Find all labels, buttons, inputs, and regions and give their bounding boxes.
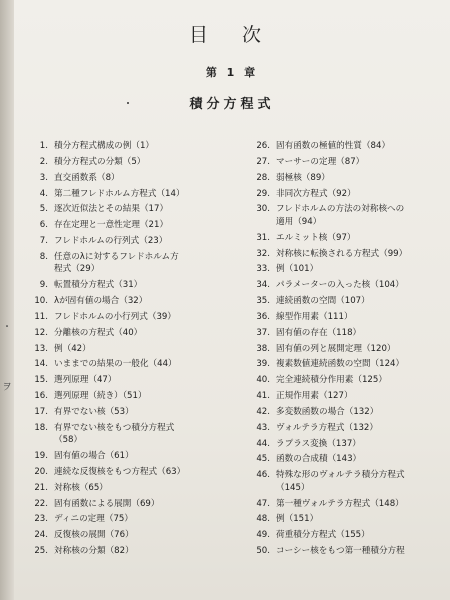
toc-entry-number: 19.: [34, 451, 48, 462]
toc-entry-number: 30.: [256, 204, 270, 215]
toc-entry: [242, 358, 448, 370]
toc-entry-title: [276, 232, 448, 244]
toc-entry-number: 16.: [34, 391, 48, 402]
toc-entry-number: 33.: [256, 264, 270, 275]
toc-entry-number: 28.: [256, 172, 270, 183]
toc-entry-text: 固有函数の極値的性質（84）: [276, 141, 391, 151]
toc-entry-continuation: 程式（29）: [54, 264, 100, 275]
toc-entry-title: [276, 406, 448, 418]
toc-entry: [20, 482, 240, 494]
toc-entry: [20, 529, 240, 541]
toc-entry-number: 34.: [256, 280, 270, 291]
toc-entry-number: 26.: [256, 141, 270, 151]
toc-entry-title: [54, 545, 240, 557]
toc-entry-text: 複素数値連続函数の空間（124）: [276, 359, 405, 370]
toc-entry-number: 15.: [34, 375, 48, 386]
toc-entry-number: 24.: [34, 530, 48, 541]
toc-entry-title: [54, 219, 240, 231]
toc-entry-number: 10.: [34, 296, 48, 307]
toc-entry: [20, 235, 240, 247]
toc-entry-title: [54, 172, 240, 184]
chapter-number: 第 1 章: [205, 66, 259, 79]
toc-entry-continuation: （145）: [276, 482, 310, 493]
toc-entry-title: [54, 251, 240, 276]
toc-entry-text: 例（101）: [276, 264, 319, 275]
toc-entry-text: λが固有値の場合（32）: [54, 296, 148, 307]
toc-entry-text: 任意のλに対するフレドホルム方: [54, 251, 179, 262]
book-page: [14, 0, 450, 600]
toc-entry: [242, 469, 448, 494]
toc-entry: [242, 374, 448, 386]
toc-entry-title: [54, 358, 240, 370]
toc-entry-title: [54, 343, 240, 355]
toc-entry-text: 固有値の存在（118）: [276, 327, 362, 338]
toc-entry-text: 線型作用素（111）: [276, 311, 353, 322]
toc-entry-number: 39.: [256, 359, 270, 370]
toc-entry-title: [54, 203, 240, 215]
toc-entry-title: [54, 279, 240, 291]
toc-left-column: [20, 140, 240, 561]
toc-entry-title: [276, 172, 448, 184]
toc-entry-number: 27.: [256, 156, 270, 167]
toc-entry-number: 13.: [34, 343, 48, 354]
toc-entry-title: [54, 374, 240, 386]
toc-entry: [20, 374, 240, 386]
page-title: 目 次: [188, 24, 276, 46]
margin-mark: ヲ: [2, 382, 12, 393]
toc-entry-title: [276, 498, 448, 510]
toc-entry: [20, 358, 240, 370]
toc-entry-number: 41.: [256, 391, 270, 402]
toc-entry-text: 分離核の方程式（40）: [54, 327, 143, 338]
toc-entry-number: 11.: [34, 311, 48, 322]
toc-entry-number: 37.: [256, 327, 270, 338]
toc-entry: [20, 279, 240, 291]
toc-entry: [242, 203, 448, 228]
toc-entry-number: 38.: [256, 343, 270, 354]
toc-entry-text: パラメーターの入った核（104）: [276, 280, 404, 291]
toc-entry-number: 32.: [256, 248, 270, 259]
toc-entry: [242, 156, 448, 168]
toc-entry-title: [276, 156, 448, 168]
toc-entry-title: [276, 545, 448, 557]
toc-entry-number: 4.: [39, 188, 48, 199]
toc-entry-title: [276, 513, 448, 525]
toc-entry-number: 45.: [256, 454, 270, 465]
toc-entry-title: [276, 469, 448, 494]
toc-entry-text: 荷重積分方程式（155）: [276, 530, 370, 541]
toc-entry-text: 正規作用素（127）: [276, 391, 353, 402]
toc-entry-text: 直交函数系（8）: [54, 172, 120, 183]
toc-entry-number: 22.: [34, 498, 48, 509]
toc-entry-text: 有界でない核（53）: [54, 406, 134, 417]
toc-entry-title: [276, 529, 448, 541]
toc-entry-title: [54, 140, 240, 152]
toc-entry-text: フレドホルムの小行列式（39）: [54, 311, 176, 322]
toc-entry-text: コーシー核をもつ第一種積分方程: [276, 546, 405, 557]
toc-entry-text: 例（42）: [54, 343, 91, 354]
toc-entry-text: マーサーの定理（87）: [276, 156, 365, 167]
toc-entry: [242, 140, 448, 152]
toc-entry: [242, 263, 448, 275]
toc-entry: [20, 140, 240, 152]
toc-entry-title: [276, 311, 448, 323]
toc-entry-title: [54, 498, 240, 510]
toc-entry-number: 48.: [256, 514, 270, 525]
toc-entry: [20, 450, 240, 462]
toc-entry-title: [54, 156, 240, 168]
toc-entry-text: ヴォルテラ方程式（132）: [276, 422, 378, 433]
toc-entry-text: 例（151）: [276, 514, 319, 525]
toc-entry-text: いままでの結果の一般化（44）: [54, 359, 177, 370]
toc-entry-text: 固有値の列と展開定理（120）: [276, 343, 396, 354]
toc-entry: [242, 453, 448, 465]
toc-entry: [242, 422, 448, 434]
toc-entry-number: 12.: [34, 327, 48, 338]
toc-entry-title: [54, 235, 240, 247]
toc-entry-number: 29.: [256, 188, 270, 199]
toc-entry: [20, 188, 240, 200]
toc-entry-number: 8.: [39, 251, 48, 262]
toc-entry-title: [276, 343, 448, 355]
toc-entry-text: 対称核に転換される方程式（99）: [276, 248, 408, 259]
toc-entry: [20, 327, 240, 339]
toc-entry-text: 弱極核（89）: [276, 172, 330, 183]
toc-entry-text: 第一種ヴォルテラ方程式（148）: [276, 498, 404, 509]
toc-entry-number: 50.: [256, 546, 270, 557]
toc-entry-number: 40.: [256, 375, 270, 386]
toc-entry-text: 連続な反復核をもつ方程式（63）: [54, 466, 186, 477]
toc-entry-text: 選列原理（47）: [54, 375, 117, 386]
toc-entry-text: 連続函数の空間（107）: [276, 296, 370, 307]
book-spine-shadow: [0, 0, 14, 600]
toc-entry: [242, 311, 448, 323]
toc-entry: [242, 248, 448, 260]
toc-entry-number: 1.: [39, 141, 48, 151]
toc-entry-title: [54, 327, 240, 339]
toc-entry-text: 第二種フレドホルム方程式（14）: [54, 188, 185, 199]
toc-entry: [20, 498, 240, 510]
toc-entry-number: 7.: [39, 236, 48, 247]
toc-entry: [242, 498, 448, 510]
toc-entry-title: [54, 422, 240, 447]
toc-entry-title: [276, 358, 448, 370]
toc-entry-title: [276, 279, 448, 291]
toc-entry: [20, 156, 240, 168]
toc-entry-title: [276, 390, 448, 402]
toc-entry: [242, 279, 448, 291]
toc-entry-text: 転置積分方程式（31）: [54, 280, 143, 291]
toc-entry: [242, 438, 448, 450]
toc-entry-title: [54, 311, 240, 323]
chapter-title: 積分方程式: [189, 97, 275, 112]
toc-entry-title: [54, 188, 240, 200]
toc-entry-title: [276, 327, 448, 339]
toc-entry: [20, 311, 240, 323]
toc-entry-title: [54, 482, 240, 494]
toc-entry-number: 43.: [256, 422, 270, 433]
toc-entry-title: [54, 295, 240, 307]
toc-entry-text: エルミット核（97）: [276, 232, 356, 243]
toc-entry-title: [54, 390, 240, 402]
toc-entry-number: 42.: [256, 406, 270, 417]
toc-entry: [20, 172, 240, 184]
toc-entry-number: 31.: [256, 232, 270, 243]
toc-entry: [20, 545, 240, 557]
toc-entry-text: 逐次近似法とその結果（17）: [54, 204, 169, 215]
toc-entry-number: 23.: [34, 514, 48, 525]
toc-entry: [242, 513, 448, 525]
toc-entry: [242, 343, 448, 355]
toc-entry: [20, 422, 240, 447]
toc-entry-text: 対称核の分類（82）: [54, 546, 134, 557]
toc-entry-number: 18.: [34, 422, 48, 433]
toc-entry-title: [54, 466, 240, 478]
toc-entry-number: 25.: [34, 546, 48, 557]
toc-entry: [20, 219, 240, 231]
toc-entry-number: 35.: [256, 296, 270, 307]
toc-entry-text: フレドホルムの方法の対称核への: [276, 204, 405, 215]
toc-entry-title: [276, 248, 448, 260]
toc-entry-number: 21.: [34, 482, 48, 493]
toc-entry-text: 函数の合成積（143）: [276, 454, 362, 465]
toc-entry-text: 対称核（65）: [54, 482, 108, 493]
toc-entry-text: 特殊な形のヴォルテラ積分方程式: [276, 470, 405, 481]
toc-entry-number: 36.: [256, 311, 270, 322]
toc-entry-text: 固有函数による展開（69）: [54, 498, 160, 509]
toc-entry-text: 積分方程式の分類（5）: [54, 156, 146, 167]
toc-entry-number: 47.: [256, 498, 270, 509]
toc-entry-number: 14.: [34, 359, 48, 370]
toc-entry-text: 固有値の場合（61）: [54, 451, 134, 462]
toc-entry: [20, 295, 240, 307]
toc-entry-title: [276, 188, 448, 200]
toc-entry-number: 20.: [34, 466, 48, 477]
toc-entry: [20, 343, 240, 355]
toc-entry: [242, 172, 448, 184]
toc-entry-number: 44.: [256, 438, 270, 449]
toc-entry-title: [276, 263, 448, 275]
toc-entry: [20, 466, 240, 478]
toc-entry: [242, 232, 448, 244]
toc-entry-text: 有界でない核をもつ積分方程式: [54, 422, 175, 433]
toc-entry-number: 46.: [256, 470, 270, 481]
toc-entry-title: [54, 529, 240, 541]
toc-entry: [20, 251, 240, 276]
toc-entry-text: 選列原理（続き）（51）: [54, 391, 147, 402]
toc-entry: [242, 188, 448, 200]
toc-entry-number: 3.: [39, 172, 48, 183]
toc-entry: [242, 545, 448, 557]
toc-entry-text: 存在定理と一意性定理（21）: [54, 220, 169, 231]
toc-entry-text: フレドホルムの行列式（23）: [54, 236, 168, 247]
toc-entry-text: 多変数函数の場合（132）: [276, 406, 379, 417]
toc-entry-number: 9.: [39, 280, 48, 291]
toc-entry-continuation: 適用（94）: [276, 216, 322, 227]
toc-entry: [20, 513, 240, 525]
toc-entry-text: ラプラス変換（137）: [276, 438, 361, 449]
toc-entry-title: [54, 406, 240, 418]
toc-entry-text: 反復核の展開（76）: [54, 530, 134, 541]
toc-right-column: [242, 140, 448, 561]
margin-mark: ・: [2, 322, 12, 333]
toc-entry: [20, 406, 240, 418]
toc-entry-title: [276, 422, 448, 434]
toc-entry-title: [276, 295, 448, 307]
toc-entry-title: [54, 450, 240, 462]
toc-entry: [242, 390, 448, 402]
toc-entry-title: [54, 513, 240, 525]
toc-entry-text: 完全連続積分作用素（125）: [276, 375, 387, 386]
toc-entry: [242, 295, 448, 307]
toc-entry-text: 積分方程式構成の例（1）: [54, 141, 154, 151]
toc-entry-title: [276, 203, 448, 228]
toc-entry-text: ディニの定理（75）: [54, 514, 133, 525]
toc-entry-text: 非同次方程式（92）: [276, 188, 356, 199]
toc-entry-number: 49.: [256, 530, 270, 541]
toc-entry-title: [276, 453, 448, 465]
toc-entry: [20, 390, 240, 402]
toc-entry-title: [276, 140, 448, 152]
toc-entry: [20, 203, 240, 215]
toc-entry-number: 2.: [39, 156, 48, 167]
toc-entry-title: [276, 374, 448, 386]
toc-entry: [242, 529, 448, 541]
toc-entry-number: 17.: [34, 406, 48, 417]
toc-entry: [242, 406, 448, 418]
toc-entry-title: [276, 438, 448, 450]
toc-entry-continuation: （58）: [54, 435, 83, 446]
toc-entry-number: 5.: [39, 204, 48, 215]
toc-entry-number: 6.: [39, 220, 48, 231]
toc-entry: [242, 327, 448, 339]
